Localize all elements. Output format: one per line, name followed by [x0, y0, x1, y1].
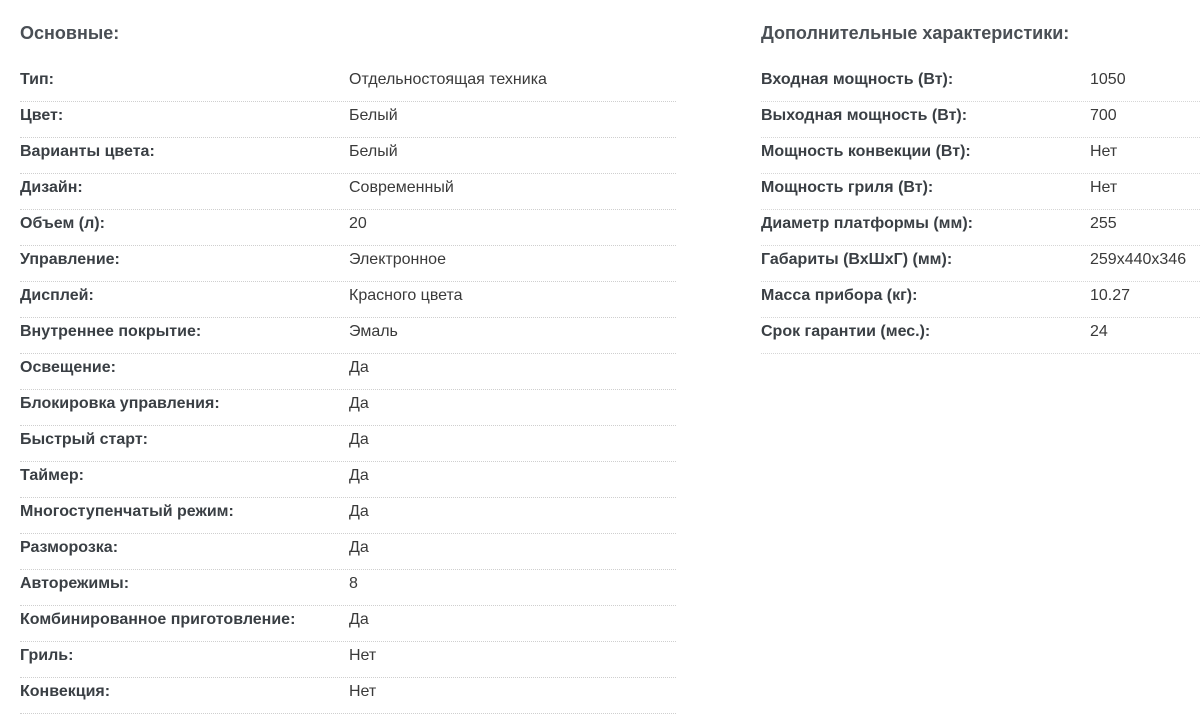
spec-value: Да	[349, 431, 369, 448]
spec-row-quick-start	[20, 426, 676, 462]
spec-row-multistage-mode	[20, 498, 676, 534]
extra-specs-title: Дополнительные характеристики:	[761, 23, 1070, 43]
spec-value: Да	[349, 611, 369, 628]
spec-row-convection	[20, 678, 676, 714]
main-specs-title: Основные:	[20, 23, 120, 43]
spec-row-interior-coating	[20, 318, 676, 354]
spec-value: Отдельностоящая техника	[349, 71, 547, 88]
spec-name: Входная мощность (Вт):	[761, 71, 954, 88]
spec-row-auto-modes	[20, 570, 676, 606]
spec-name: Блокировка управления:	[20, 395, 220, 412]
spec-name: Многоступенчатый режим:	[20, 503, 234, 520]
spec-name: Объем (л):	[20, 215, 105, 232]
spec-value: Электронное	[349, 251, 446, 268]
spec-value: Нет	[349, 683, 377, 700]
spec-row-display	[20, 282, 676, 318]
spec-row-weight	[761, 282, 1200, 318]
spec-name: Конвекция:	[20, 683, 111, 700]
spec-value: Да	[349, 395, 369, 412]
spec-row-input-power	[761, 66, 1200, 102]
spec-row-control-lock	[20, 390, 676, 426]
spec-row-timer	[20, 462, 676, 498]
spec-value: Да	[349, 467, 369, 484]
spec-value: Эмаль	[349, 323, 398, 340]
spec-value: 255	[1090, 215, 1117, 232]
extra-specs-list	[761, 66, 1200, 354]
spec-name: Мощность конвекции (Вт):	[761, 143, 971, 160]
spec-name: Выходная мощность (Вт):	[761, 107, 968, 124]
spec-name: Габариты (ВхШхГ) (мм):	[761, 251, 953, 268]
spec-value: Белый	[349, 107, 398, 124]
spec-name: Цвет:	[20, 107, 64, 124]
spec-value: Нет	[349, 647, 377, 664]
extra-specs-section	[761, 20, 1200, 354]
spec-name: Управление:	[20, 251, 120, 268]
spec-row-platform-diameter	[761, 210, 1200, 246]
spec-name: Комбинированное приготовление:	[20, 611, 296, 628]
spec-row-volume	[20, 210, 676, 246]
spec-row-warranty	[761, 318, 1200, 354]
spec-name: Варианты цвета:	[20, 143, 155, 160]
spec-value: 700	[1090, 107, 1117, 124]
spec-value: Белый	[349, 143, 398, 160]
spec-value: 20	[349, 215, 367, 232]
spec-row-output-power	[761, 102, 1200, 138]
spec-row-grill	[20, 642, 676, 678]
spec-value: Да	[349, 503, 369, 520]
spec-row-grill-power	[761, 174, 1200, 210]
spec-row-design	[20, 174, 676, 210]
spec-name: Мощность гриля (Вт):	[761, 179, 934, 196]
spec-value: 1050	[1090, 71, 1126, 88]
spec-name: Таймер:	[20, 467, 84, 484]
spec-value: Да	[349, 539, 369, 556]
spec-value: 259x440x346	[1090, 251, 1187, 268]
spec-value: 10.27	[1090, 287, 1131, 304]
spec-value: 24	[1090, 323, 1108, 340]
spec-name: Диаметр платформы (мм):	[761, 215, 973, 232]
main-specs-section	[20, 20, 676, 714]
spec-value: Красного цвета	[349, 287, 463, 304]
spec-row-lighting	[20, 354, 676, 390]
spec-name: Дизайн:	[20, 179, 83, 196]
main-specs-list	[20, 66, 676, 714]
spec-value: Современный	[349, 179, 454, 196]
spec-row-color-options	[20, 138, 676, 174]
spec-value: Нет	[1090, 179, 1118, 196]
spec-name: Авторежимы:	[20, 575, 130, 592]
spec-name: Масса прибора (кг):	[761, 287, 918, 304]
spec-row-control	[20, 246, 676, 282]
spec-value: 8	[349, 575, 358, 592]
spec-row-dimensions	[761, 246, 1200, 282]
spec-name: Гриль:	[20, 647, 74, 664]
spec-name: Быстрый старт:	[20, 431, 148, 448]
spec-name: Внутреннее покрытие:	[20, 323, 202, 340]
spec-row-combined-cooking	[20, 606, 676, 642]
spec-row-type	[20, 66, 676, 102]
spec-name: Разморозка:	[20, 539, 119, 556]
spec-row-defrost	[20, 534, 676, 570]
spec-value: Да	[349, 359, 369, 376]
spec-row-convection-power	[761, 138, 1200, 174]
spec-name: Срок гарантии (мес.):	[761, 323, 931, 340]
spec-row-color	[20, 102, 676, 138]
spec-name: Освещение:	[20, 359, 116, 376]
spec-value: Нет	[1090, 143, 1118, 160]
spec-name: Дисплей:	[20, 287, 94, 304]
spec-name: Тип:	[20, 71, 54, 88]
